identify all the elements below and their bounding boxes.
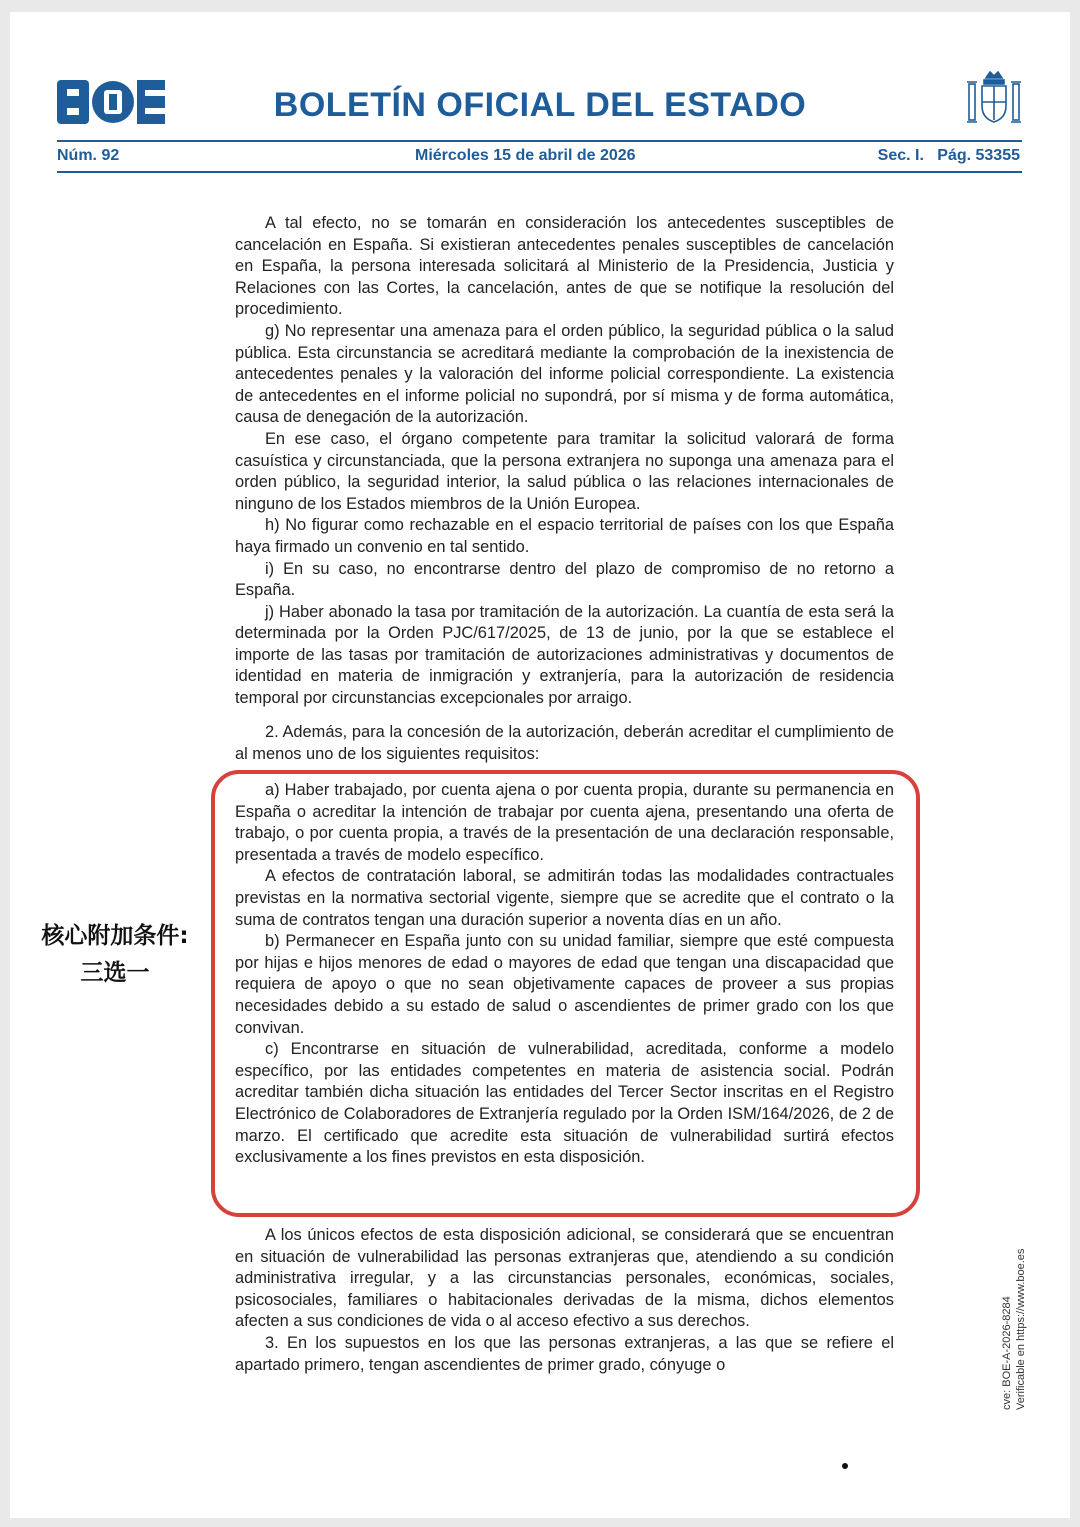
- page-number: Pág. 53355: [937, 147, 1020, 164]
- paragraph: h) No figurar como rechazable en el espacio territorial de países con los que España haya firmado un convenio en tal sentido.: [235, 516, 894, 556]
- body-section-top: [235, 213, 894, 710]
- paragraph: g) No representar una amenaza para el orden público, la seguridad pública o la salud pública. Esta circunstancia se acreditará mediante la comprobación de la inexistencia de antecedentes penales y la valoración del informe policial correspondiente. La existencia de antecedentes en el informe policial no supondrá, por sí misma y de forma automática, causa de denegación de la autorización.: [235, 321, 894, 427]
- requirement-b: b) Permanecer en España junto con su unidad familiar, siempre que esté compuesta por hijas e hijos menores de edad o mayores de edad que tengan una discapacidad que requiera de apoyo o que no sean objetivamente capaces de proveer a sus propias necesidades debido a su estado de salud o ascendientes de primer grado con los que convivan.: [235, 932, 894, 1037]
- header-rule-bottom: [57, 171, 1022, 173]
- paragraph: A tal efecto, no se tomarán en consideración los antecedentes susceptibles de cancelación en España. Si existieran antecedentes penales susceptibles de cancelación en España, la persona interesada solicitará al Ministerio de la Presidencia, Justicia y Relaciones con las Cortes, la cancelación, antes de que se notifique la resolución del procedimiento.: [235, 214, 894, 319]
- annotation-line-2: 三选一: [80, 960, 150, 986]
- requirement-a: a) Haber trabajado, por cuenta ajena o por cuenta propia, durante su permanencia en España o acreditar la intención de trabajar por cuenta ajena, presentando una oferta de trabajo, o por cuenta propia, a través de la presentación de una declaración responsable, presentada a través de modelo específico.: [235, 781, 894, 864]
- red-highlight-box: [211, 770, 920, 1217]
- paragraph: 2. Además, para la concesión de la autorización, deberán acreditar el cumplimiento de al menos uno de los siguientes requisitos:: [235, 723, 894, 763]
- cve-code: cve: BOE-A-2026-8284: [1001, 1296, 1013, 1410]
- boe-logo: [57, 80, 165, 124]
- paragraph: i) En su caso, no encontrarse dentro del plazo de compromiso de no retorno a España.: [235, 559, 894, 600]
- requirement-c: c) Encontrarse en situación de vulnerabilidad, acreditada, conforme a modelo específico, por las entidades competentes en materia de asistencia social. Podrán acreditar también dicha situación las entidades del Tercer Sector inscritas en el Registro Electrónico de Colaboradores de Extranjería regulado por la Orden ISM/164/2026, de 2 de marzo. El certificado que acredite esta situación de vulnerabilidad surtirá efectos exclusivamente a los fines previstos en esta disposición.: [235, 1040, 894, 1167]
- requirement-a-detail: A efectos de contratación laboral, se admitirán todas las modalidades contractuales previstas en la normativa sectorial vigente, siempre que se acredite que el contrato o la suma de contratos tengan una duración superior a noventa días en un año.: [235, 867, 894, 929]
- verification-side-text: [1000, 1220, 1028, 1410]
- body-point-2: [235, 722, 894, 765]
- section-page: [878, 147, 1020, 165]
- page-title: BOLETÍN OFICIAL DEL ESTADO: [273, 86, 807, 124]
- verify-url: Verificable en https://www.boe.es: [1015, 1248, 1027, 1410]
- paragraph: j) Haber abonado la tasa por tramitación de la autorización. La cuantía de esta será la determinada por la Orden PJC/617/2025, de 13 de junio, por la que se establece el importe de las tasas por tramitación de autorizaciones administrativas y documentos de identidad en materia de inmigración y extranjería, para la autorización de residencia temporal por circunstancias excepcionales por arraigo.: [235, 602, 894, 708]
- issue-date: Miércoles 15 de abril de 2026: [415, 147, 636, 164]
- paragraph: 3. En los supuestos en los que las personas extranjeras, a las que se refiere el apartado primero, tengan ascendientes de primer grado, cónyuge o: [235, 1333, 894, 1374]
- paragraph: En ese caso, el órgano competente para tramitar la solicitud valorará de forma casuística y circunstanciada, que la persona extranjera no suponga una amenaza para el orden público, la seguridad interior, la salud pública o las relaciones internacionales de ninguno de los Estados miembros de la Unión Europea.: [235, 429, 894, 513]
- chinese-annotation: [20, 918, 210, 992]
- dot-mark: [842, 1463, 848, 1469]
- section-label: Sec. I.: [877, 147, 924, 164]
- annotation-line-1: 核心附加条件:: [41, 923, 189, 949]
- paragraph: A los únicos efectos de esta disposición adicional, se considerará que se encuentran en situación de vulnerabilidad las personas extranjeras que, atendiendo a su condición administrativa irregular, y a las circunstancias personales, económicas, sociales, psicosociales, familiares o habitacionales derivadas de la misma, dichos elementos afecten a sus condiciones de vida o al acceso efectivo a sus derechos.: [235, 1226, 894, 1331]
- header-rule: [57, 140, 1022, 142]
- body-section-bottom: [235, 1225, 894, 1376]
- issue-number: Núm. 92: [57, 147, 120, 164]
- coat-of-arms-icon: [966, 68, 1022, 128]
